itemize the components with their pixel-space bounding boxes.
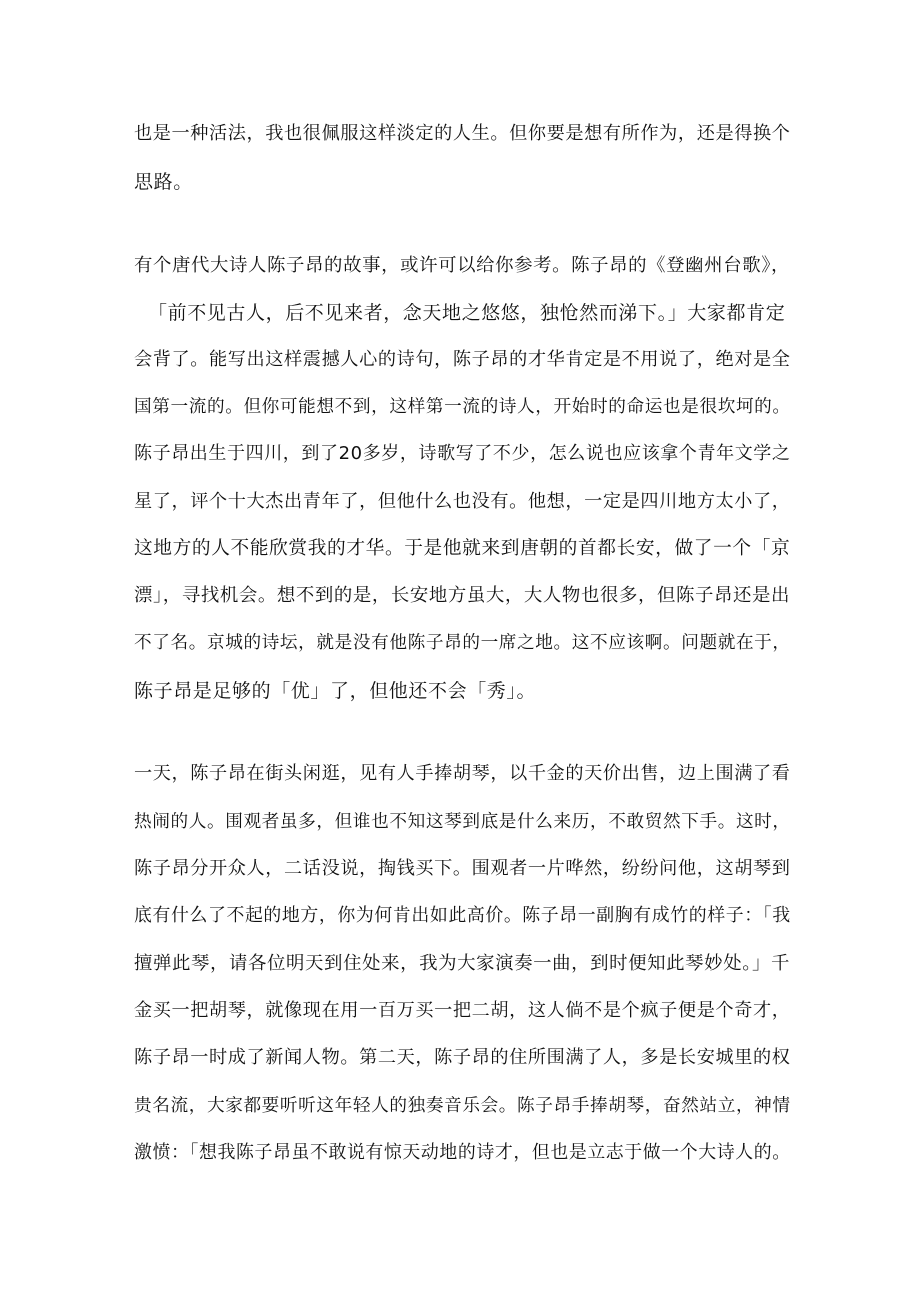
text-line: 陈子昂一时成了新闻人物。第二天，陈子昂的住所围满了人，多是长安城里的权	[134, 1047, 791, 1068]
text-line: 漂」，寻找机会。想不到的是，长安地方虽大，大人物也很多，但陈子昂还是出	[134, 585, 791, 606]
text-line: 贵名流，大家都要听听这年轻人的独奏音乐会。陈子昂手捧胡琴，奋然站立，神情	[134, 1096, 791, 1116]
text-line: 陈子昂出生于四川，到了20多岁，诗歌写了不少，怎么说也应该拿个青年文学之	[134, 443, 791, 464]
text-line: 激愤：「想我陈子昂虽不敢说有惊天动地的诗才，但也是立志于做一个大诗人的。	[134, 1142, 791, 1163]
text-line: 「前不见古人，后不见来者，念天地之悠悠，独怆然而涕下。」大家都肯定	[148, 302, 786, 324]
text-line: 底有什么了不起的地方，你为何肯出如此高价。陈子昂一副胸有成竹的样子：「我	[134, 905, 791, 926]
text-line: 星了，评个十大杰出青年了，但他什么也没有。他想，一定是四川地方太小了，	[134, 491, 791, 512]
text-line: 陈子昂分开众人，二话没说，掏钱买下。围观者一片哗然，纷纷问他，这胡琴到	[134, 858, 791, 879]
text-line: 思路。	[134, 171, 193, 193]
text-line: 热闹的人。围观者虽多，但谁也不知这琴到底是什么来历，不敢贸然下手。这时，	[134, 812, 791, 832]
text-line: 金买一把胡琴，就像现在用一百万买一把二胡，这人倘不是个疯子便是个奇才，	[134, 1000, 791, 1021]
text-line: 擅弹此琴，请各位明天到住处来，我为大家演奏一曲，到时便知此琴妙处。」千	[134, 953, 791, 974]
text-line: 国第一流的。但你可能想不到，这样第一流的诗人，开始时的命运也是很坎坷的。	[134, 397, 791, 417]
text-line: 不了名。京城的诗坛，就是没有他陈子昂的一席之地。这不应该啊。问题就在于，	[134, 633, 791, 653]
text-line: 这地方的人不能欣赏我的才华。于是他就来到唐朝的首都长安，做了一个「京	[134, 538, 791, 559]
text-line: 陈子昂是足够的「优」了，但他还不会「秀」。	[134, 680, 537, 702]
text-line: 也是一种活法，我也很佩服这样淡定的人生。但你要是想有所作为，还是得换个	[134, 123, 791, 144]
text-line: 会背了。能写出这样震撼人心的诗句，陈子昂的才华肯定是不用说了，绝对是全	[134, 349, 791, 370]
text-line: 一天，陈子昂在街头闲逛，见有人手捧胡琴，以千金的天价出售，边上围满了看	[134, 763, 791, 784]
text-line: 有个唐代大诗人陈子昂的故事，或许可以给你参考。陈子昂的《登幽州台歌》，	[134, 255, 791, 276]
